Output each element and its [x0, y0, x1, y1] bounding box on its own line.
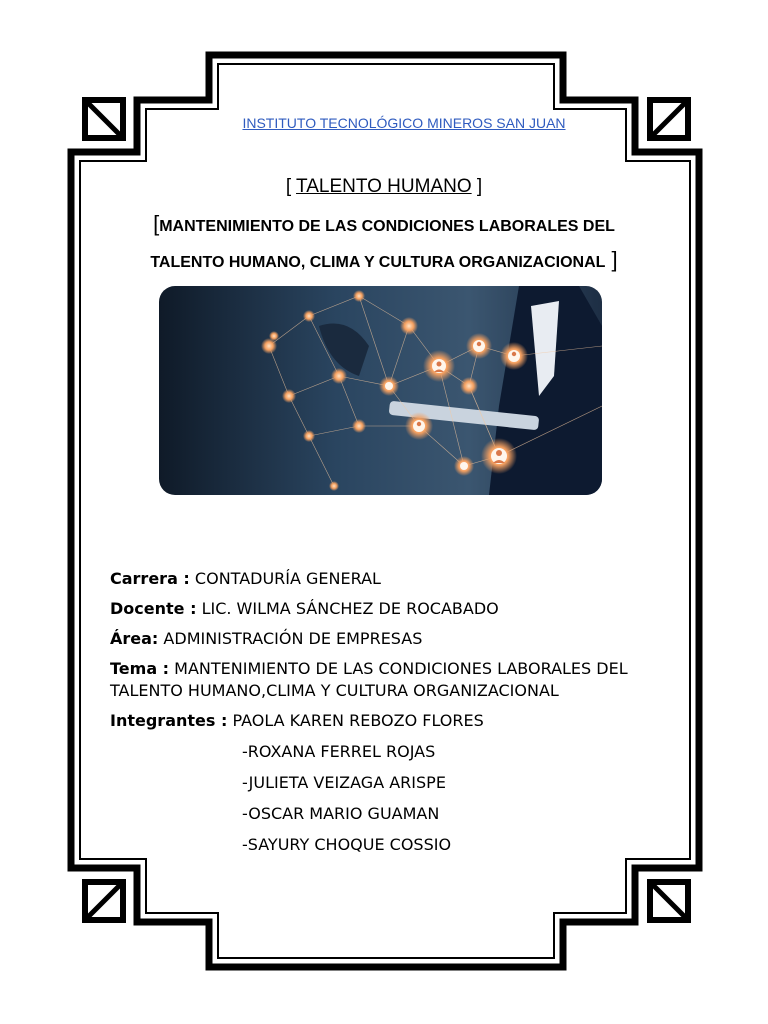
carrera-value: CONTADURÍA GENERAL	[194, 569, 381, 588]
docente-label: Docente :	[110, 599, 197, 618]
network-people-illustration	[159, 286, 602, 495]
area-row	[110, 628, 670, 650]
member-name: -OSCAR MARIO GUAMAN	[242, 804, 440, 823]
title-bracket-open: [	[285, 176, 297, 197]
tema-row	[110, 658, 670, 702]
title-bracket-close: ]	[471, 176, 483, 197]
tema-value: MANTENIMIENTO DE LAS CONDICIONES LABORALES DEL TALENTO HUMANO,CLIMA Y CULTURA ORGANIZACIONAL	[110, 659, 628, 700]
member-name: -SAYURY CHOQUE COSSIO	[242, 835, 452, 854]
member-name: -JULIETA VEIZAGA ARISPE	[242, 773, 446, 792]
document-subtitle	[100, 207, 668, 279]
integrantes-label: Integrantes :	[110, 711, 228, 730]
subtitle-bracket-open: [	[153, 211, 160, 236]
document-title	[0, 176, 768, 198]
subtitle-line-1: MANTENIMIENTO DE LAS CONDICIONES LABORALES DEL	[159, 218, 615, 235]
member-name: PAOLA KAREN REBOZO FLORES	[232, 711, 484, 730]
member-name: -ROXANA FERREL ROJAS	[242, 742, 436, 761]
subtitle-bracket-close: ]	[605, 247, 618, 272]
docente-row	[110, 598, 670, 620]
institute-name-link[interactable]: INSTITUTO TECNOLÓGICO MINEROS SAN JUAN	[242, 115, 566, 131]
project-details	[110, 568, 670, 865]
carrera-label: Carrera :	[110, 569, 190, 588]
docente-value: LIC. WILMA SÁNCHEZ DE ROCABADO	[201, 599, 499, 618]
carrera-row	[110, 568, 670, 590]
area-value: ADMINISTRACIÓN DE EMPRESAS	[163, 629, 423, 648]
tema-label: Tema :	[110, 659, 170, 678]
cover-photo	[159, 286, 602, 495]
subtitle-line-2: TALENTO HUMANO, CLIMA Y CULTURA ORGANIZACIONAL	[150, 254, 606, 271]
title-text: TALENTO HUMANO	[296, 176, 472, 197]
integrantes-row	[110, 710, 670, 732]
area-label: Área:	[110, 629, 159, 648]
